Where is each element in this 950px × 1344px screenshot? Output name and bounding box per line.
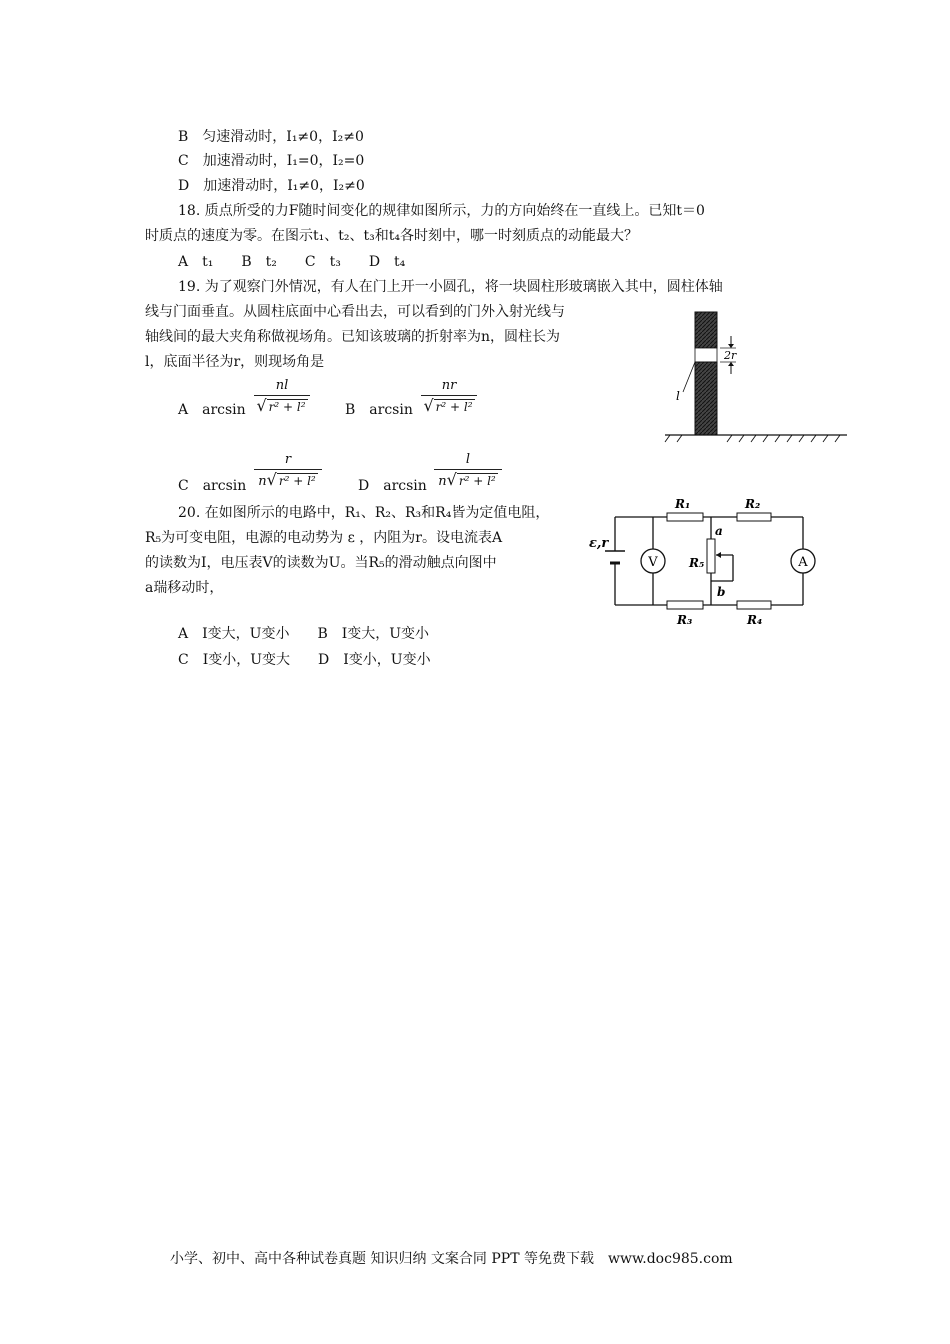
q19-option-d-numerator: l [465, 452, 471, 467]
door-upper [695, 312, 717, 348]
q20-options-cd: C I变小，U变大 D I变小，U变小 [178, 652, 431, 668]
resistor-r3 [667, 601, 703, 609]
source-label: ε,r [589, 536, 609, 551]
q19-option-b-numerator: nr [441, 378, 457, 393]
label-node-b: b [717, 585, 726, 599]
q20-circuit-diagram [585, 495, 830, 630]
q19-option-a-radicand: r² + l² [268, 400, 306, 414]
resistor-r4 [737, 601, 771, 609]
label-r1: R₁ [675, 497, 691, 511]
q18-text-line1: 18. 质点所受的力F随时间变化的规律如图所示，力的方向始终在一直线上。已知t＝0 [178, 203, 705, 219]
page-footer: 小学、初中、高中各种试卷真题 知识归纳 文案合同 PPT 等免费下载 www.doc985.com [170, 1251, 733, 1267]
q18-options: A t₁ B t₂ C t₃ D t₄ [178, 254, 406, 270]
door-lower [695, 362, 717, 435]
q18-text-line2: 时质点的速度为零。在图示t₁、t₂、t₃和t₄各时刻中，哪一时刻质点的动能最大？ [145, 228, 638, 244]
q19-door-figure [662, 300, 852, 445]
resistor-r5 [707, 539, 715, 573]
label-2r: 2r [724, 349, 737, 362]
q19-option-b-label: B arcsin [345, 402, 413, 418]
q19-option-b-radicand: r² + l² [435, 400, 473, 414]
q20-text-line2: R₅为可变电阻，电源的电动势为 ε ，内阻为r。设电流表A [145, 530, 503, 546]
q17-option-c: C 加速滑动时，I₁=0，I₂=0 [178, 153, 365, 169]
q19-option-c-label: C arcsin [178, 478, 247, 494]
q20-text-line1: 20. 在如图所示的电路中，R₁、R₂、R₃和R₄皆为定值电阻， [178, 505, 550, 521]
label-r4: R₄ [747, 613, 763, 627]
resistor-r1 [667, 513, 703, 521]
q19-option-a-numerator: nl [275, 378, 289, 393]
q19-option-c-radicand: r² + l² [278, 474, 316, 488]
q17-option-d: D 加速滑动时，I₁≠0，I₂≠0 [178, 178, 365, 194]
glass-cylinder [695, 348, 717, 362]
label-r3: R₃ [677, 613, 693, 627]
q19-option-a-fraction: nl √ r² + l² [254, 378, 310, 417]
q20-options-ab: A I变大，U变小 B I变大，U变小 [178, 626, 430, 642]
q19-text-line1: 19. 为了观察门外情况，有人在门上开一小圆孔，将一块圆柱形玻璃嵌入其中，圆柱体轴 [178, 279, 723, 295]
ammeter-label: A [798, 555, 808, 570]
q19-text-line3: 轴线间的最大夹角称做视场角。已知该玻璃的折射率为n，圆柱长为 [145, 329, 561, 345]
voltmeter-label: V [648, 555, 658, 570]
label-l: l [676, 389, 680, 403]
q19-option-b-fraction: nr √ r² + l² [421, 378, 477, 417]
q19-option-d-fraction: l n√ r² + l² [434, 452, 502, 491]
q19-option-a-label: A arcsin [178, 402, 246, 418]
q19-option-d-label: D arcsin [358, 478, 427, 494]
q19-text-line4: l，底面半径为r，则现场角是 [145, 354, 325, 370]
q19-text-line2: 线与门面垂直。从圆柱底面中心看出去，可以看到的门外入射光线与 [145, 304, 565, 320]
q19-option-c-fraction: r n√ r² + l² [254, 452, 322, 491]
label-r2: R₂ [745, 497, 761, 511]
label-node-a: a [715, 524, 723, 538]
q19-option-c-numerator: r [284, 452, 292, 467]
q17-option-b: B 匀速滑动时，I₁≠0，I₂≠0 [178, 129, 364, 145]
resistor-r2 [737, 513, 771, 521]
q19-option-d-radicand: r² + l² [458, 474, 496, 488]
q20-text-line4: a瑞移动时， [145, 580, 224, 596]
label-r5: R₅ [689, 556, 705, 570]
q20-text-line3: 的读数为I，电压表V的读数为U。当R₅的滑动触点向图中 [145, 555, 497, 571]
